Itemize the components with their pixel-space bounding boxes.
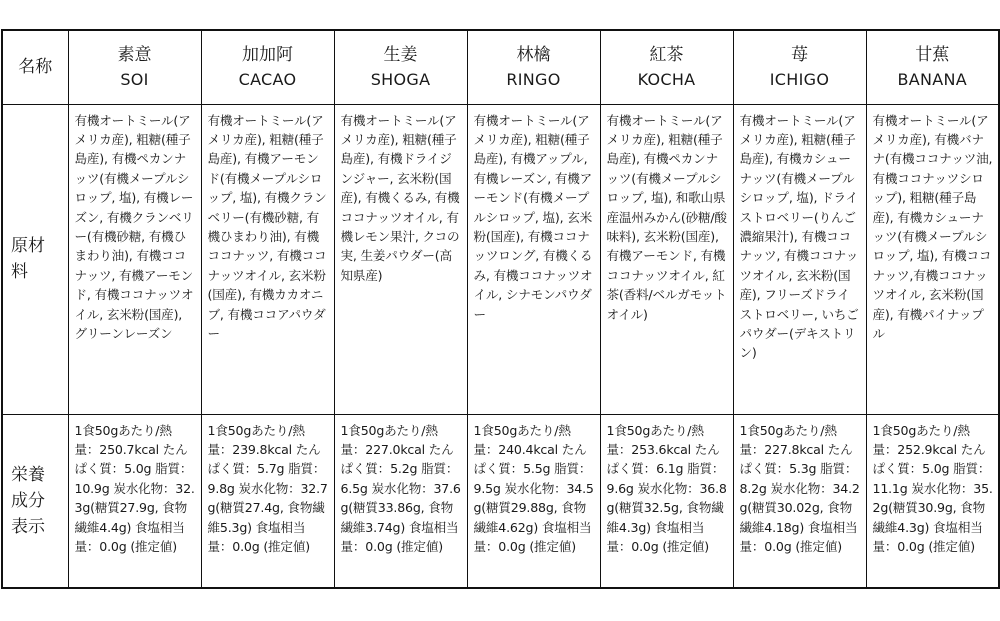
product-name-jp: 生姜 (383, 45, 418, 66)
product-name-jp: 素意 (117, 45, 152, 66)
ingredients-text: 有機オートミール(アメリカ産), 粗糖(種子島産), 有機ペカンナッツ(有機メープルシロップ, 塩), 有機レーズン, 有機クランベリー(有機砂糖, 有機ひまわり油), 有機ココナッツ, 有機アーモンド, 有機ココナッツオイル, 玄米粉(国産), グリーンレーズン (74, 112, 194, 341)
ingredients-text: 有機オートミール(アメリカ産), 粗糖(種子島産), 有機ペカンナッツ(有機メープルシロップ, 塩), 和歌山県産温州みかん(砂糖/酸味料), 玄米粉(国産), 有機アーモンド, 有機ココナッツオイル, 紅茶(香料/ベルガモットオイル) (606, 112, 727, 322)
product-name-en: SOI (120, 70, 149, 90)
nutrition-cell-ichigo (733, 414, 866, 588)
row-label-nutrition (2, 414, 68, 588)
ingredients-text: 有機オートミール(アメリカ産), 粗糖(種子島産), 有機カシューナッツ(有機メープルシロップ, 塩), ドライストロベリー(りんご濃縮果汁), 有機ココナッツ, 有機ココナッツオイル, 玄米粉(国産), フリーズドライストロベリー, いちごパウダー(デキストリン) (739, 112, 859, 361)
ingredients-cell-ringo (467, 104, 600, 414)
nutrition-cell-ringo (467, 414, 600, 588)
product-header-soi (68, 30, 201, 104)
ingredients-cell-shoga (334, 104, 467, 414)
product-header-ringo (467, 30, 600, 104)
ingredients-cell-cacao (201, 104, 334, 414)
product-name-jp: 甘蕉 (915, 45, 950, 66)
nutrition-text: 1食50gあたり/熱量：239.8kcal たんぱく質：5.7g 脂質：9.8g 炭水化物：32.7g(糖質27.4g, 食物繊維5.3g) 食塩相当量：0.0g (推定値) (207, 422, 328, 554)
nutrition-text: 1食50gあたり/熱量：240.4kcal たんぱく質：5.5g 脂質：9.5g 炭水化物：34.5g(糖質29.88g, 食物繊維4.62g) 食塩相当量：0.0g (推定値) (473, 422, 594, 554)
ingredients-text: 有機オートミール(アメリカ産), 粗糖(種子島産), 有機アーモンド(有機メープルシロップ, 塩), 有機クランベリー(有機砂糖, 有機ひまわり油), 有機ココナッツ, 有機ココナッツオイル, 玄米粉(国産), 有機カカオニブ, 有機ココアパウダー (207, 112, 327, 341)
product-header-cacao (201, 30, 334, 104)
ingredients-text: 有機オートミール(アメリカ産), 粗糖(種子島産), 有機アップル, 有機レーズン, 有機アーモンド(有機メープルシロップ, 塩), 玄米粉(国産), 有機ココナッツロング, 有機くるみ, 有機ココナッツオイル, シナモンパウダー (473, 112, 593, 322)
header-row (2, 30, 999, 104)
nutrition-text: 1食50gあたり/熱量：227.0kcal たんぱく質：5.2g 脂質：6.5g 炭水化物：37.6g(糖質33.86g, 食物繊維3.74g) 食塩相当量：0.0g (推定値) (340, 422, 461, 554)
ingredients-row (2, 104, 999, 414)
nutrition-cell-banana (866, 414, 999, 588)
ingredients-text: 有機オートミール(アメリカ産), 有機バナナ(有機ココナッツ油, 有機ココナッツシロップ), 粗糖(種子島産), 有機カシューナッツ(有機メープルシロップ, 塩), 有機ココナッツ,有機ココナッツオイル, 玄米粉(国産), 有機パイナップル (872, 112, 993, 341)
nutrition-cell-kocha (600, 414, 733, 588)
product-name-jp: 林檎 (516, 45, 551, 66)
product-name-jp: 苺 (791, 45, 808, 66)
row-label-text: 原材料 (11, 236, 45, 282)
product-header-kocha (600, 30, 733, 104)
product-name-en: CACAO (238, 70, 297, 90)
product-name-en: RINGO (506, 70, 561, 90)
product-name-en: SHOGA (370, 70, 431, 90)
ingredients-text: 有機オートミール(アメリカ産), 粗糖(種子島産), 有機ドライジンジャー, 玄米粉(国産), 有機くるみ, 有機ココナッツオイル, 有機レモン果汁, クコの実, 生姜パウダー(高知県産) (340, 112, 460, 283)
nutrition-cell-soi (68, 414, 201, 588)
ingredients-cell-soi (68, 104, 201, 414)
row-label-name: 名称 (2, 30, 68, 104)
nutrition-text: 1食50gあたり/熱量：227.8kcal たんぱく質：5.3g 脂質：8.2g 炭水化物：34.2g(糖質30.02g, 食物繊維4.18g) 食塩相当量：0.0g (推定値) (739, 422, 860, 554)
nutrition-text: 1食50gあたり/熱量：253.6kcal たんぱく質：6.1g 脂質：9.6g 炭水化物：36.8g(糖質32.5g, 食物繊維4.3g) 食塩相当量：0.0g (推定値) (606, 422, 727, 554)
row-label-ingredients (2, 104, 68, 414)
product-name-jp: 加加阿 (242, 45, 293, 66)
nutrition-text: 1食50gあたり/熱量：250.7kcal たんぱく質：5.0g 脂質：10.9g 炭水化物：32.3g(糖質27.9g, 食物繊維4.4g) 食塩相当量：0.0g (推定値) (74, 422, 195, 554)
product-header-shoga (334, 30, 467, 104)
product-spec-table (1, 29, 1000, 589)
product-name-en: BANANA (897, 70, 968, 90)
ingredients-cell-ichigo (733, 104, 866, 414)
product-name-en: ICHIGO (769, 70, 830, 90)
row-label-text: 栄養成分表示 (11, 464, 45, 537)
nutrition-text: 1食50gあたり/熱量：252.9kcal たんぱく質：5.0g 脂質：11.1g 炭水化物：35.2g(糖質30.9g, 食物繊維4.3g) 食塩相当量：0.0g (推定値) (872, 422, 993, 554)
product-header-ichigo (733, 30, 866, 104)
nutrition-cell-cacao (201, 414, 334, 588)
ingredients-cell-kocha (600, 104, 733, 414)
nutrition-row (2, 414, 999, 588)
product-name-jp: 紅茶 (649, 45, 684, 66)
product-name-en: KOCHA (637, 70, 696, 90)
nutrition-cell-shoga (334, 414, 467, 588)
product-header-banana (866, 30, 999, 104)
ingredients-cell-banana (866, 104, 999, 414)
